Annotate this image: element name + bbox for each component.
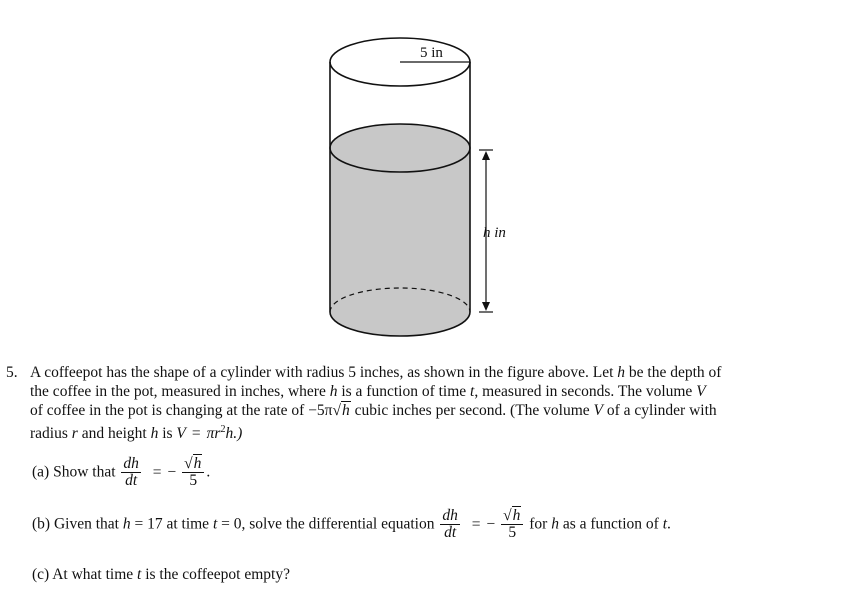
line2-a: the coffee in the pot, measured in inches, where bbox=[30, 383, 326, 400]
height-label: h in bbox=[483, 225, 506, 241]
part-a-label: (a) Show that bbox=[32, 463, 116, 481]
problem-line-1 bbox=[30, 364, 721, 382]
rate-expression: −5π√h bbox=[308, 402, 350, 419]
equals: = bbox=[152, 463, 162, 481]
line1-text: A coffeepot has the shape of a cylinder with radius 5 inches, as shown in the figure above. Let bbox=[30, 364, 614, 381]
equals-b: = bbox=[471, 515, 481, 533]
var-V: V bbox=[593, 402, 603, 419]
problem-number: 5. bbox=[6, 364, 18, 381]
sqrt-h-over-5: $\frac{√h}{5}$ bbox=[182, 456, 204, 489]
dh-dt-fraction: $\frac{dh}{dt}$ bbox=[123, 455, 139, 489]
line4-b: and height bbox=[81, 425, 147, 443]
var-h: h bbox=[617, 364, 626, 381]
line1-end: be the depth of bbox=[628, 364, 722, 381]
line3-a: of coffee in the pot is changing at the rate of bbox=[30, 402, 305, 419]
var-t: t bbox=[470, 383, 475, 400]
part-b-tail: for h as a function of t. bbox=[529, 515, 671, 533]
var-r: r bbox=[71, 425, 78, 443]
problem-line-4 bbox=[30, 421, 242, 443]
part-b-text: (b) Given that h = 17 at time t = 0, solve the differential equation bbox=[32, 515, 435, 533]
part-c-label: (c) At what time bbox=[32, 566, 134, 583]
minus-b: − bbox=[486, 515, 496, 533]
volume-formula: $V = \pi r^2h$.) bbox=[176, 424, 243, 443]
problem-line-3 bbox=[30, 402, 717, 420]
line4-c: is bbox=[162, 425, 173, 443]
var-V: V bbox=[696, 383, 706, 400]
part-b bbox=[32, 508, 671, 541]
var-h: h bbox=[329, 383, 338, 400]
minus: − bbox=[167, 463, 177, 481]
var-h: h bbox=[150, 425, 159, 443]
part-c bbox=[32, 566, 290, 584]
line3-b: cubic inches per second. (The volume bbox=[354, 402, 590, 419]
line2-b: is a function of time bbox=[341, 383, 467, 400]
line4-a: radius bbox=[30, 425, 68, 443]
dh-dt-fraction-b: $\frac{dh}{dt}$ bbox=[442, 507, 458, 541]
problem-line-2 bbox=[30, 383, 706, 401]
period: . bbox=[206, 463, 211, 481]
line2-c: , measured in seconds. The volume bbox=[474, 383, 693, 400]
radius-label: 5 in bbox=[420, 45, 443, 61]
sqrt-h-over-5-b: $\frac{√h}{5}$ bbox=[501, 508, 523, 541]
part-c-text: is the coffeepot empty? bbox=[145, 566, 290, 583]
var-t: t bbox=[137, 566, 142, 583]
line3-c: of a cylinder with bbox=[606, 402, 717, 419]
part-a bbox=[32, 456, 210, 489]
